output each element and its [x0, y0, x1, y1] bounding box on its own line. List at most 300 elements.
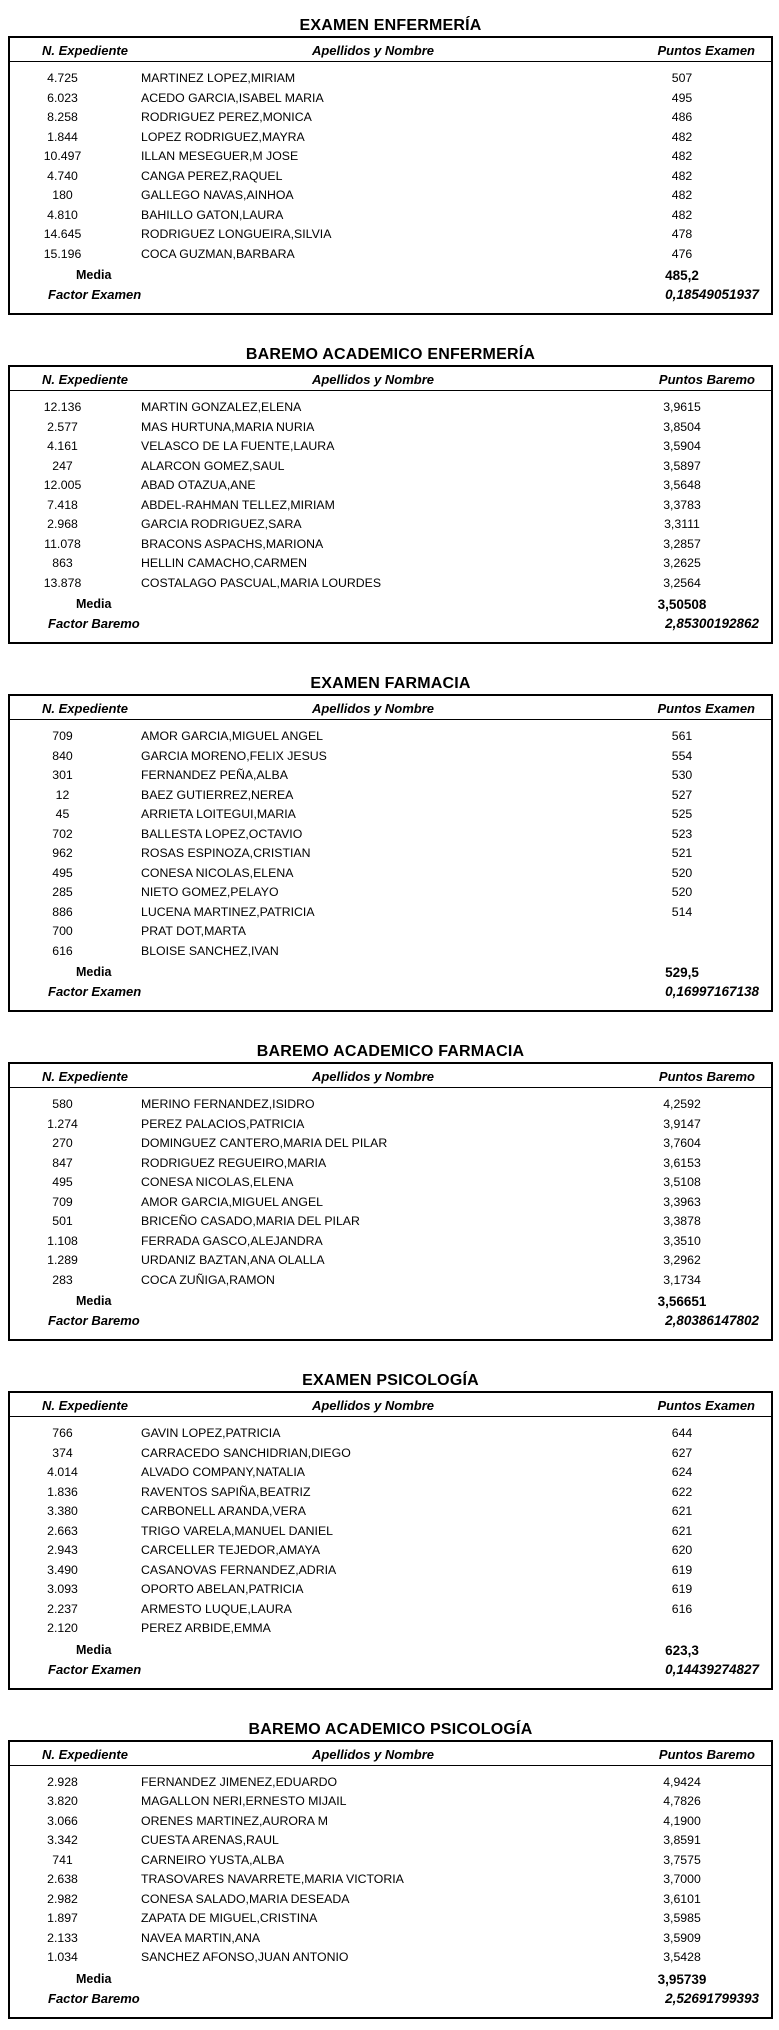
cell-nombre: GARCIA MORENO,FELIX JESUS: [141, 748, 327, 763]
cell-puntos: 3,2564: [663, 575, 701, 590]
cell-nombre: BAEZ GUTIERREZ,NEREA: [141, 787, 294, 802]
table-header-row: [10, 367, 771, 391]
cell-puntos: 3,3963: [663, 1194, 701, 1209]
table-row: [10, 942, 771, 962]
cell-expediente: 4.810: [47, 207, 78, 222]
cell-nombre: ABDEL-RAHMAN TELLEZ,MIRIAM: [141, 497, 335, 512]
cell-puntos: 620: [671, 1543, 693, 1557]
cell-expediente: 2.943: [47, 1543, 78, 1557]
cell-nombre: URDANIZ BAZTAN,ANA OLALLA: [141, 1253, 325, 1267]
results-table: [8, 694, 773, 1012]
table-rows: [10, 1095, 771, 1290]
table-row: [10, 245, 771, 265]
table-row: [10, 883, 771, 903]
cell-expediente: 886: [52, 904, 73, 919]
cell-nombre: CASANOVAS FERNANDEZ,ADRIA: [141, 1562, 337, 1577]
table-title: EXAMEN PSICOLOGÍA: [302, 1372, 479, 1389]
cell-expediente: 45: [55, 807, 70, 821]
table-row: [10, 147, 771, 167]
cell-nombre: ROSAS ESPINOZA,CRISTIAN: [141, 846, 311, 860]
cell-nombre: SANCHEZ AFONSO,JUAN ANTONIO: [141, 1950, 349, 1964]
cell-nombre: NIETO GOMEZ,PELAYO: [141, 885, 279, 899]
column-header-nombre: Apellidos y Nombre: [311, 701, 435, 716]
media-row: [10, 1641, 771, 1660]
media-row: [10, 595, 771, 614]
factor-label: Factor Baremo: [48, 1313, 140, 1328]
table-row: [10, 515, 771, 535]
cell-nombre: MAGALLON NERI,ERNESTO MIJAIL: [141, 1794, 347, 1808]
table-row: [10, 398, 771, 418]
cell-expediente: 840: [52, 748, 73, 763]
cell-puntos: 3,5897: [663, 458, 701, 473]
cell-nombre: RAVENTOS SAPIÑA,BEATRIZ: [141, 1484, 311, 1499]
cell-puntos: 3,9615: [663, 400, 701, 414]
cell-expediente: 3.490: [47, 1562, 78, 1577]
cell-nombre: AMOR GARCIA,MIGUEL ANGEL: [141, 729, 323, 743]
results-table: [8, 36, 773, 315]
cell-expediente: 2.577: [47, 419, 78, 434]
cell-puntos: 3,7000: [663, 1872, 701, 1886]
factor-row: [10, 614, 771, 634]
table-title: EXAMEN ENFERMERÍA: [299, 17, 482, 34]
cell-expediente: 766: [52, 1426, 73, 1440]
cell-nombre: ALVADO COMPANY,NATALIA: [141, 1465, 306, 1479]
cell-expediente: 15.196: [43, 246, 82, 261]
table-row: [10, 825, 771, 845]
cell-expediente: 247: [52, 458, 73, 473]
cell-puntos: 523: [671, 826, 693, 841]
cell-puntos: 3,8504: [663, 419, 701, 434]
cell-nombre: BAHILLO GATON,LAURA: [141, 207, 284, 222]
table-section: [8, 675, 773, 1012]
cell-expediente: 709: [52, 729, 73, 743]
cell-puntos: 482: [671, 188, 693, 202]
table-row: [10, 1232, 771, 1252]
factor-value: 2,80386147802: [665, 1313, 759, 1328]
table-row: [10, 476, 771, 496]
cell-expediente: 270: [52, 1136, 73, 1150]
table-row: [10, 418, 771, 438]
cell-expediente: 3.380: [47, 1504, 78, 1518]
cell-nombre: OPORTO ABELAN,PATRICIA: [141, 1582, 304, 1596]
cell-nombre: CARCELLER TEJEDOR,AMAYA: [141, 1543, 321, 1557]
cell-puntos: 3,6153: [663, 1155, 701, 1170]
table-row: [10, 1831, 771, 1851]
cell-nombre: CONESA SALADO,MARIA DESEADA: [141, 1891, 350, 1906]
cell-expediente: 180: [52, 188, 73, 202]
table-row: [10, 1095, 771, 1115]
cell-puntos: [593, 942, 771, 962]
column-header-puntos: Puntos Baremo: [658, 1069, 755, 1084]
cell-nombre: AMOR GARCIA,MIGUEL ANGEL: [141, 1194, 323, 1209]
cell-puntos: 521: [671, 846, 693, 860]
table-row: [10, 1483, 771, 1503]
media-label: Media: [76, 1642, 112, 1657]
table-row: [10, 1870, 771, 1890]
cell-nombre: GARCIA RODRIGUEZ,SARA: [141, 517, 302, 531]
table-header-row: [10, 1742, 771, 1766]
table-row: [10, 1812, 771, 1832]
cell-nombre: RODRIGUEZ PEREZ,MONICA: [141, 110, 312, 124]
table-row: [10, 1600, 771, 1620]
cell-expediente: 14.645: [43, 227, 82, 241]
cell-nombre: ACEDO GARCIA,ISABEL MARIA: [141, 90, 324, 105]
cell-expediente: 283: [52, 1272, 73, 1287]
table-row: [10, 1154, 771, 1174]
cell-nombre: CARNEIRO YUSTA,ALBA: [141, 1852, 285, 1867]
cell-nombre: MERINO FERNANDEZ,ISIDRO: [141, 1097, 315, 1111]
media-label: Media: [76, 965, 112, 979]
cell-puntos: 530: [671, 768, 693, 782]
column-header-expediente: N. Expediente: [42, 1398, 128, 1413]
results-table: [8, 1062, 773, 1341]
table-row: [10, 1948, 771, 1968]
cell-expediente: 495: [52, 865, 73, 880]
cell-nombre: CONESA NICOLAS,ELENA: [141, 1175, 294, 1189]
factor-value: 0,16997167138: [665, 984, 759, 999]
table-row: [10, 1115, 771, 1135]
cell-nombre: VELASCO DE LA FUENTE,LAURA: [141, 439, 335, 453]
cell-expediente: 12.136: [43, 400, 82, 414]
cell-expediente: 8.258: [47, 110, 78, 124]
cell-puntos: 495: [671, 90, 693, 105]
media-row: [10, 963, 771, 982]
cell-nombre: CARBONELL ARANDA,VERA: [141, 1504, 306, 1518]
table-header-row: [10, 696, 771, 720]
table-row: [10, 844, 771, 864]
table-title: EXAMEN FARMACIA: [310, 675, 471, 692]
table-row: [10, 1541, 771, 1561]
cell-expediente: 12.005: [43, 478, 82, 492]
cell-puntos: 476: [671, 246, 693, 261]
cell-nombre: ARMESTO LUQUE,LAURA: [141, 1601, 292, 1616]
cell-nombre: MARTIN GONZALEZ,ELENA: [141, 400, 302, 414]
cell-expediente: 709: [52, 1194, 73, 1209]
table-rows: [10, 1424, 771, 1639]
cell-nombre: PEREZ ARBIDE,EMMA: [141, 1621, 271, 1635]
cell-expediente: 3.342: [47, 1833, 78, 1847]
cell-puntos: 3,3510: [663, 1233, 701, 1248]
cell-puntos: 627: [671, 1445, 693, 1460]
column-header-nombre: Apellidos y Nombre: [311, 1069, 435, 1084]
factor-label: Factor Examen: [48, 287, 142, 302]
cell-expediente: 1.108: [47, 1233, 78, 1248]
cell-nombre: BLOISE SANCHEZ,IVAN: [141, 943, 279, 958]
cell-nombre: BALLESTA LOPEZ,OCTAVIO: [141, 826, 303, 841]
cell-puntos: 3,3783: [663, 497, 701, 512]
media-value: 485,2: [665, 268, 699, 283]
cell-nombre: LUCENA MARTINEZ,PATRICIA: [141, 904, 315, 919]
cell-puntos: 507: [671, 71, 693, 85]
cell-expediente: 2.638: [47, 1872, 78, 1886]
cell-nombre: MAS HURTUNA,MARIA NURIA: [141, 419, 315, 434]
table-title: BAREMO ACADEMICO ENFERMERÍA: [245, 346, 536, 363]
table-row: [10, 1851, 771, 1871]
cell-nombre: COCA GUZMAN,BARBARA: [141, 246, 295, 261]
cell-expediente: 2.968: [47, 517, 78, 531]
table-row: [10, 864, 771, 884]
media-value: 3,50508: [657, 597, 707, 612]
factor-label: Factor Examen: [48, 1661, 142, 1677]
cell-expediente: 2.133: [47, 1930, 78, 1945]
factor-label: Factor Examen: [48, 984, 142, 999]
factor-label: Factor Baremo: [48, 1990, 140, 2006]
column-header-expediente: N. Expediente: [42, 1746, 128, 1762]
table-section: [8, 1372, 773, 1690]
factor-row: [10, 1989, 771, 2009]
column-header-expediente: N. Expediente: [42, 1069, 128, 1084]
cell-expediente: 11.078: [44, 536, 81, 551]
cell-nombre: ZAPATA DE MIGUEL,CRISTINA: [141, 1911, 318, 1925]
table-row: [10, 206, 771, 226]
table-row: [10, 766, 771, 786]
cell-puntos: 622: [671, 1484, 693, 1499]
table-row: [10, 167, 771, 187]
cell-puntos: 520: [671, 885, 693, 899]
cell-puntos: 3,5904: [663, 439, 701, 453]
cell-expediente: 2.982: [47, 1891, 78, 1906]
table-row: [10, 554, 771, 574]
column-header-nombre: Apellidos y Nombre: [311, 43, 435, 58]
table-row: [10, 496, 771, 516]
column-header-expediente: N. Expediente: [42, 372, 128, 387]
cell-expediente: 580: [52, 1097, 73, 1111]
cell-puntos: 520: [671, 865, 693, 880]
cell-expediente: 4.161: [47, 439, 78, 453]
cell-puntos: 482: [671, 149, 693, 163]
cell-nombre: LOPEZ RODRIGUEZ,MAYRA: [141, 129, 305, 144]
table-row: [10, 1173, 771, 1193]
cell-puntos: 3,1734: [663, 1272, 701, 1287]
cell-puntos: 3,8591: [663, 1833, 701, 1847]
cell-nombre: COSTALAGO PASCUAL,MARIA LOURDES: [141, 575, 382, 590]
table-row: [10, 1193, 771, 1213]
cell-puntos: [593, 922, 771, 942]
cell-expediente: 3.093: [47, 1582, 78, 1596]
cell-puntos: 621: [671, 1504, 693, 1518]
table-row: [10, 1792, 771, 1812]
cell-puntos: 482: [671, 129, 693, 144]
table-row: [10, 1271, 771, 1291]
media-row: [10, 1292, 771, 1311]
cell-expediente: 2.663: [47, 1523, 78, 1538]
cell-expediente: 4.740: [47, 168, 78, 183]
table-row: [10, 1909, 771, 1929]
cell-nombre: ARRIETA LOITEGUI,MARIA: [141, 807, 296, 821]
column-header-expediente: N. Expediente: [42, 43, 128, 58]
cell-nombre: FERNANDEZ JIMENEZ,EDUARDO: [141, 1774, 338, 1789]
cell-puntos: 561: [671, 729, 693, 743]
cell-expediente: 4.725: [47, 71, 78, 85]
table-row: [10, 1463, 771, 1483]
cell-expediente: 962: [52, 846, 73, 860]
cell-expediente: 13.878: [43, 575, 82, 590]
table-row: [10, 922, 771, 942]
table-row: [10, 1522, 771, 1542]
cell-puntos: 4,2592: [663, 1097, 701, 1111]
table-row: [10, 1444, 771, 1464]
cell-nombre: CARRACEDO SANCHIDRIAN,DIEGO: [141, 1445, 351, 1460]
cell-nombre: MARTINEZ LOPEZ,MIRIAM: [141, 71, 296, 85]
column-header-puntos: Puntos Baremo: [658, 1746, 755, 1762]
factor-row: [10, 982, 771, 1002]
table-row: [10, 1773, 771, 1793]
factor-value: 0,18549051937: [665, 287, 759, 302]
media-value: 3,56651: [657, 1294, 707, 1309]
media-value: 529,5: [665, 965, 699, 980]
results-table: [8, 1740, 773, 2019]
cell-puntos: 4,7826: [663, 1794, 701, 1808]
cell-puntos: 3,5428: [663, 1950, 701, 1964]
cell-expediente: 501: [52, 1214, 73, 1228]
cell-puntos: [593, 1619, 771, 1639]
factor-label: Factor Baremo: [48, 616, 140, 631]
cell-puntos: 3,2857: [663, 536, 701, 551]
cell-nombre: GALLEGO NAVAS,AINHOA: [141, 188, 294, 202]
table-row: [10, 69, 771, 89]
media-label: Media: [76, 1971, 112, 1986]
table-section: [8, 17, 773, 315]
cell-puntos: 4,1900: [663, 1813, 701, 1828]
table-row: [10, 128, 771, 148]
cell-puntos: 644: [671, 1426, 693, 1440]
cell-puntos: 3,2962: [663, 1253, 701, 1267]
table-row: [10, 186, 771, 206]
column-header-nombre: Apellidos y Nombre: [311, 372, 435, 387]
cell-puntos: 619: [671, 1582, 693, 1596]
media-row: [10, 1970, 771, 1989]
cell-puntos: 3,2625: [663, 556, 701, 570]
table-row: [10, 805, 771, 825]
table-header-row: [10, 38, 771, 62]
column-header-expediente: N. Expediente: [42, 701, 128, 716]
cell-nombre: ALARCON GOMEZ,SAUL: [141, 458, 285, 473]
cell-expediente: 863: [52, 556, 73, 570]
table-row: [10, 457, 771, 477]
table-row: [10, 1580, 771, 1600]
factor-row: [10, 285, 771, 305]
factor-row: [10, 1660, 771, 1680]
cell-expediente: 495: [52, 1175, 73, 1189]
column-header-puntos: Puntos Examen: [657, 1398, 755, 1413]
table-row: [10, 1424, 771, 1444]
media-label: Media: [76, 1294, 112, 1308]
factor-row: [10, 1311, 771, 1331]
cell-puntos: 527: [671, 787, 693, 802]
cell-puntos: 4,9424: [663, 1774, 701, 1789]
table-header-row: [10, 1064, 771, 1088]
cell-nombre: RODRIGUEZ REGUEIRO,MARIA: [141, 1155, 327, 1170]
table-row: [10, 786, 771, 806]
cell-puntos: 619: [671, 1562, 693, 1577]
results-table: [8, 365, 773, 644]
cell-puntos: 3,5909: [663, 1930, 701, 1945]
table-row: [10, 108, 771, 128]
cell-puntos: 3,9147: [663, 1116, 701, 1131]
table-row: [10, 1251, 771, 1271]
cell-nombre: ORENES MARTINEZ,AURORA M: [141, 1813, 328, 1828]
column-header-puntos: Puntos Baremo: [658, 372, 755, 387]
cell-puntos: 616: [671, 1601, 693, 1616]
cell-expediente: 2.120: [47, 1621, 78, 1635]
cell-puntos: 514: [671, 904, 693, 919]
table-row: [10, 1890, 771, 1910]
factor-value: 2,52691799393: [665, 1990, 759, 2006]
cell-expediente: 1.289: [47, 1253, 78, 1267]
cell-expediente: 1.836: [47, 1484, 78, 1499]
cell-puntos: 486: [671, 110, 693, 124]
cell-puntos: 482: [671, 168, 693, 183]
cell-puntos: 3,5985: [663, 1911, 701, 1925]
table-row: [10, 1561, 771, 1581]
cell-nombre: PRAT DOT,MARTA: [141, 924, 246, 938]
cell-puntos: 3,7575: [663, 1852, 701, 1867]
cell-expediente: 1.274: [47, 1116, 78, 1131]
cell-puntos: 482: [671, 207, 693, 222]
table-row: [10, 727, 771, 747]
cell-nombre: TRIGO VARELA,MANUEL DANIEL: [141, 1523, 334, 1538]
cell-expediente: 847: [52, 1155, 73, 1170]
factor-value: 0,14439274827: [665, 1661, 759, 1677]
cell-nombre: FERRADA GASCO,ALEJANDRA: [141, 1233, 323, 1248]
factor-value: 2,85300192862: [665, 616, 759, 631]
table-row: [10, 225, 771, 245]
table-row: [10, 1929, 771, 1949]
table-title: BAREMO ACADEMICO PSICOLOGÍA: [248, 1720, 533, 1738]
column-header-nombre: Apellidos y Nombre: [311, 1746, 435, 1762]
media-label: Media: [76, 268, 112, 282]
cell-puntos: 621: [671, 1523, 693, 1538]
cell-nombre: HELLIN CAMACHO,CARMEN: [141, 556, 308, 570]
table-row: [10, 903, 771, 923]
cell-nombre: DOMINGUEZ CANTERO,MARIA DEL PILAR: [141, 1136, 388, 1150]
table-row: [10, 1212, 771, 1232]
cell-puntos: 624: [671, 1465, 693, 1479]
cell-expediente: 1.897: [47, 1911, 78, 1925]
table-row: [10, 574, 771, 594]
cell-puntos: 3,6101: [663, 1891, 701, 1906]
media-label: Media: [76, 597, 112, 611]
media-value: 3,95739: [657, 1971, 707, 1987]
cell-puntos: 3,5108: [663, 1175, 701, 1189]
cell-expediente: 3.066: [47, 1813, 78, 1828]
cell-expediente: 700: [52, 924, 73, 938]
cell-nombre: GAVIN LOPEZ,PATRICIA: [141, 1426, 281, 1440]
cell-nombre: FERNANDEZ PEÑA,ALBA: [141, 768, 288, 782]
cell-expediente: 702: [52, 826, 73, 841]
table-row: [10, 747, 771, 767]
cell-expediente: 4.014: [47, 1465, 78, 1479]
cell-nombre: CUESTA ARENAS,RAUL: [141, 1833, 279, 1847]
table-section: [8, 1043, 773, 1341]
cell-expediente: 10.497: [43, 149, 82, 163]
cell-nombre: CONESA NICOLAS,ELENA: [141, 865, 294, 880]
cell-nombre: COCA ZUÑIGA,RAMON: [141, 1272, 275, 1287]
cell-expediente: 616: [52, 943, 73, 958]
table-section: [8, 346, 773, 644]
cell-expediente: 374: [52, 1445, 73, 1460]
cell-nombre: ABAD OTAZUA,ANE: [141, 478, 256, 492]
cell-expediente: 301: [52, 768, 73, 782]
cell-nombre: RODRIGUEZ LONGUEIRA,SILVIA: [141, 227, 332, 241]
table-rows: [10, 727, 771, 961]
table-rows: [10, 398, 771, 593]
cell-puntos: 3,3878: [663, 1214, 701, 1228]
table-rows: [10, 69, 771, 264]
cell-nombre: BRICEÑO CASADO,MARIA DEL PILAR: [141, 1214, 360, 1228]
table-row: [10, 89, 771, 109]
cell-expediente: 2.928: [47, 1774, 78, 1789]
